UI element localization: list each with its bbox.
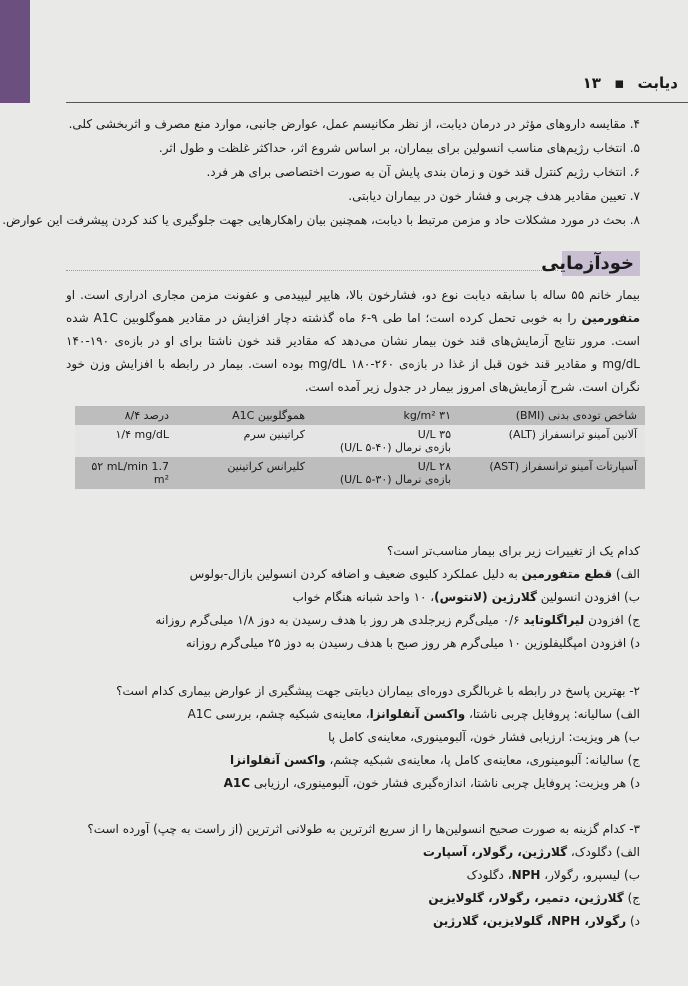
question-1 — [66, 540, 640, 655]
objectives-list — [2, 112, 640, 232]
option: الف) سالیانه: پروفایل چربی ناشتا، واکسن آنفلوانزا، معاینه‌ی شبکیه چشم، بررسی A1C — [187, 707, 640, 721]
option: الف) قطع متفورمین به دلیل عملکرد کلیوی ضعیف و اضافه کردن انسولین بازال-بولوس — [189, 567, 640, 581]
list-item: ۴. مقایسه داروهای مؤثر در درمان دیابت، از نظر مکانیسم عمل، عوارض جانبی، موارد منع مصرف و اثربخشی کلی. — [68, 117, 640, 131]
list-item: ۸. بحث در مورد مشکلات حاد و مزمن مرتبط با دیابت، همچنین بیان راهکارهایی جهت جلوگیری یا کند کردن پیشرفت این عوارض. — [2, 213, 640, 227]
table-row: شاخص توده‌ی بدنی (BMI) ۳۱ kg/m² هموگلوبین A1C ۸/۴ درصد — [75, 406, 645, 425]
option: د) افزودن امپگلیفلوزین ۱۰ میلی‌گرم هر روز صبح با هدف رسیدن به دوز ۲۵ میلی‌گرم روزانه — [185, 636, 640, 650]
option: ب) افزودن انسولین گلارژین (لانتوس)، ۱۰ واحد شبانه هنگام خواب — [292, 590, 640, 604]
option: ج) گلارژین، دتمیر، رگولار، گلولایزین — [428, 891, 640, 905]
question-stem: کدام یک از تغییرات زیر برای بیمار مناسب‌تر است؟ — [387, 544, 640, 558]
table-row: آسپارتات آمینو ترانسفراز (AST) ۲۸ U/L بازه‌ی نرمال (۳۰-۵ U/L) کلیرانس کراتینین ۵۲ mL/min 1.7 m² — [75, 457, 645, 489]
list-item: ۶. انتخاب رژیم کنترل قند خون و زمان بندی پایش آن به صورت اختصاصی برای هر فرد. — [206, 165, 640, 179]
option: د) رگولار، NPH، گلولایزین، گلارژین — [432, 914, 640, 928]
section-divider — [66, 270, 558, 271]
chapter-title: دیابت — [637, 74, 678, 92]
option: د) هر ویزیت: پروفایل چربی ناشتا، اندازه‌گیری فشار خون، آلبومینوری، ارزیابی A1C — [223, 776, 640, 790]
option: ب) لیسپرو، رگولار، NPH، دگلودک — [466, 868, 640, 882]
option: الف) دگلودک، گلارژین، رگولار، آسپارت — [422, 845, 640, 859]
list-item: ۵. انتخاب رژیم‌های مناسب انسولین برای بیماران، بر اساس شروع اثر، حداکثر غلظت و طول اثر. — [158, 141, 640, 155]
question-stem: ۳- کدام گزینه به صورت صحیح انسولین‌ها را از سریع اثرترین به طولانی اثرترین (از راست به چپ) آورده است؟ — [87, 822, 640, 836]
page-number: ۱۳ — [582, 74, 601, 92]
option: ج) سالیانه: آلبومینوری، معاینه‌ی کامل پا، معاینه‌ی شبکیه چشم، واکسن آنفلوانزا — [230, 753, 640, 767]
chapter-tab — [0, 0, 30, 103]
lab-results-table — [75, 406, 645, 489]
section-title: خودآزمایی — [535, 251, 640, 276]
list-item: ۷. تعیین مقادیر هدف چربی و فشار خون در بیماران دیابتی. — [348, 189, 640, 203]
question-3 — [66, 818, 640, 933]
question-2 — [66, 680, 640, 795]
question-stem: ۲- بهترین پاسخ در رابطه با غربالگری دوره‌ای بیماران دیابتی جهت پیشگیری از عوارض بیماری کدام است؟ — [116, 684, 640, 698]
table-row: آلانین آمینو ترانسفراز (ALT) ۳۵ U/L بازه‌ی نرمال (۴۰-۵ U/L) کراتینین سرم ۱/۴ mg/dL — [75, 425, 645, 457]
case-paragraph: بیمار خانم ۵۵ ساله با سابقه دیابت نوع دو، فشارخون بالا، هایپر لیپیدمی و عفونت مزمن مجاری ادراری است. او متفورمین را به خوبی تحمل کرده است؛ اما طی ۹-۶ ماه گذشته دچار افزایش در مقادیر هموگلوبین A1C شده است. مرور نتایج آزمایش‌های قند خون بیمار نشان می‌دهد که مقادیر قند خون ناشتا برای او در بازه‌ی ۱۹۰-۱۴۰ mg/dL و مقادیر قند خون قبل از غذا در بازه‌ی ۲۶۰-۱۸۰ mg/dL بوده است. بیمار در رابطه با افزایش وزن خود نگران است. شرح آزمایش‌های امروز بیمار در جدول زیر آمده است. — [66, 288, 640, 394]
option: ب) هر ویزیت: ارزیابی فشار خون، آلبومینوری، معاینه‌ی کامل پا — [328, 730, 640, 744]
page-header: دیابت ▪ ۱۳ — [66, 74, 688, 103]
option: ج) افزودن لیراگلوتاید ۰/۶ میلی‌گرم زیرجلدی هر روز با هدف رسیدن به دوز ۱/۸ میلی‌گرم روزانه — [155, 613, 640, 627]
